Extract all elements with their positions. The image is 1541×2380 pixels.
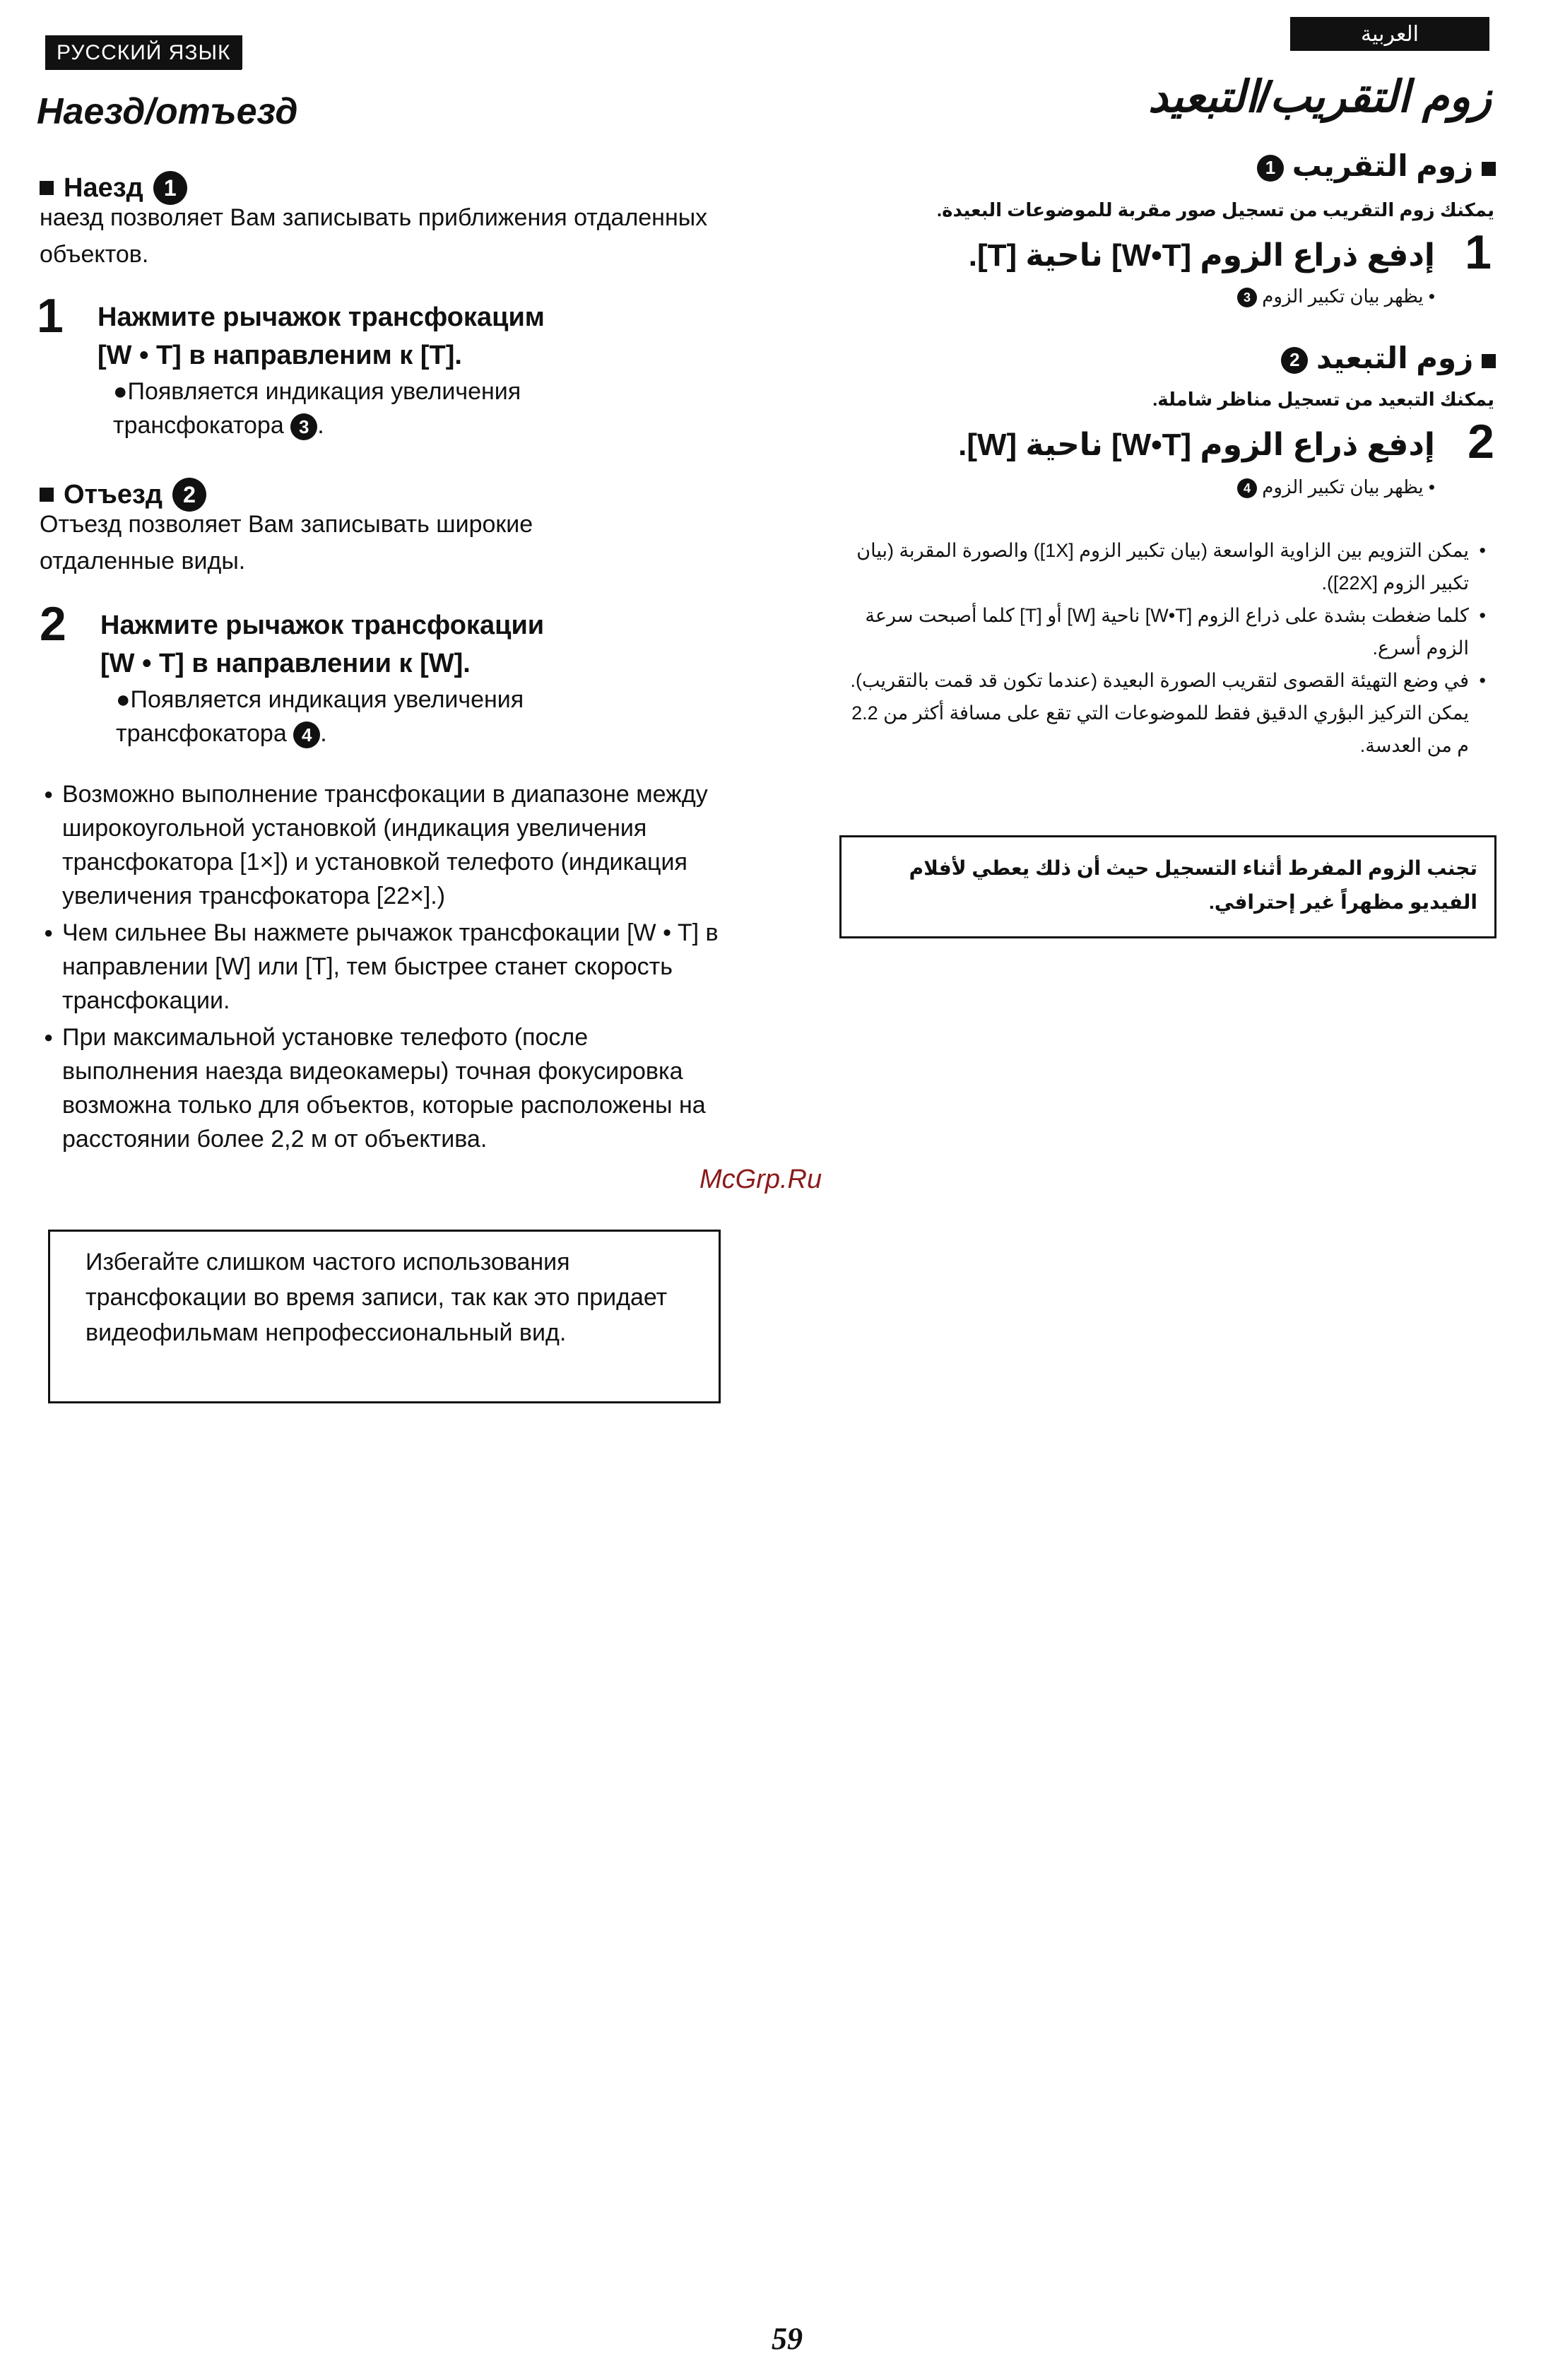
step-1-number: 1: [37, 289, 64, 343]
marker-1-icon: 1: [153, 171, 187, 205]
notes-list: [44, 777, 722, 1159]
zoom-out-description: Отъезд позволяет Вам записывать широкие отдаленные виды.: [40, 511, 533, 575]
ar-zoom-out-heading-text: زوم التبعيد: [1316, 341, 1474, 375]
header-underline: [45, 68, 242, 70]
ar-step-2-note-text: يظهر بيان تكبير الزوم: [1262, 476, 1424, 497]
step-1-note-text: ●Появляется индикация увеличения трансфокатора: [113, 378, 521, 439]
ar-zoom-in-heading-text: زوم التقريب: [1292, 149, 1474, 182]
square-bullet-icon: [40, 181, 54, 195]
step-2-line1: Нажмите рычажок трансфокации: [100, 611, 545, 640]
ar-notes-list: [836, 534, 1486, 762]
step-2-note-text: ●Появляется индикация увеличения трансфокатора: [116, 686, 524, 747]
marker-1-icon: 1: [1257, 155, 1284, 182]
marker-4-icon: 4: [293, 721, 320, 748]
zoom-in-heading-text: Наезд: [64, 172, 143, 203]
page-title-russian: Наезд/отъезд: [37, 91, 298, 132]
marker-2-icon: 2: [1281, 347, 1308, 374]
marker-2-icon: 2: [172, 478, 206, 512]
ar-step-2-number: 2: [1468, 415, 1494, 469]
note-item: ● Возможно выполнение трансфокации в диапазоне между широкоугольной установкой (индикация увеличения трансфокатора [1×]) и установкой телефото (индикация увеличения трансфокатора [22×].): [44, 777, 722, 913]
ar-zoom-in-heading: [931, 148, 1496, 183]
ar-step-2-instruction: إدفع ذراع الزوم [W•T] ناحية [W].: [958, 428, 1435, 462]
page-title-arabic: زوم التقريب/التبعيد: [1148, 73, 1492, 122]
step-1-note: ●Появляется индикация увеличения трансфокатора 3 .: [113, 375, 608, 442]
ar-zoom-out-description: يمكنك التبعيد من تسجيل مناظر شاملة.: [1152, 389, 1494, 410]
ar-note-item: • كلما ضغطت بشدة على ذراع الزوم [W•T] ناحية [W] أو [T] كلما أصبحت سرعة الزوم أسرع.: [836, 599, 1486, 664]
step-2-note: ●Появляется индикация увеличения трансфокатора 4 .: [116, 683, 610, 750]
ar-step-2-note: • يظهر بيان تكبير الزوم 4: [1011, 476, 1435, 498]
watermark: McGrp.Ru: [699, 1165, 822, 1194]
ar-zoom-out-heading: [931, 341, 1496, 375]
step-2-instruction: [100, 606, 680, 683]
page-number: 59: [772, 2321, 803, 2356]
note-item: ● При максимальной установке телефото (после выполнения наезда видеокамеры) точная фокусировка возможна только для объектов, которые расположены на расстоянии более 2,2 м от объектива.: [44, 1020, 722, 1156]
square-bullet-icon: [1482, 162, 1496, 176]
zoom-out-heading-text: Отъезд: [64, 479, 163, 509]
marker-3-icon: 3: [1237, 288, 1257, 307]
language-tab-arabic: العربية: [1290, 17, 1489, 51]
step-1-line2: [W • T] в направленим к [T].: [98, 341, 462, 370]
step-1-instruction: [98, 298, 677, 375]
marker-4-icon: 4: [1237, 478, 1257, 498]
ar-note-item: • في وضع التهيئة القصوى لتقريب الصورة البعيدة (عندما تكون قد قمت بالتقريب). يمكن التركيز البؤري الدقيق فقط للموضوعات التي تقع على مسافة أكثر من 2.2 م من العدسة.: [836, 664, 1486, 762]
language-tab-russian: РУССКИЙ ЯЗЫК: [45, 35, 242, 69]
square-bullet-icon: [40, 488, 54, 502]
step-2-number: 2: [40, 597, 66, 651]
ar-caution-box: [839, 835, 1496, 938]
ar-step-1-note: • يظهر بيان تكبير الزوم 3: [1011, 285, 1435, 307]
ar-step-1-instruction: إدفع ذراع الزوم [W•T] ناحية [T].: [968, 238, 1435, 273]
ar-note-item: • يمكن التزويم بين الزاوية الواسعة (بيان تكبير الزوم [1X]) والصورة المقربة (بيان تكبير الزوم [22X]).: [836, 534, 1486, 599]
step-1-line1: Нажмите рычажок трансфокацим: [98, 302, 545, 332]
zoom-in-description: наезд позволяет Вам записывать приближения отдаленных объектов.: [40, 204, 708, 268]
ar-caution-text: تجنب الزوم المفرط أثناء التسجيل حيث أن ذلك يعطي لأفلام الفيديو مظهراً غير إحترافي.: [909, 857, 1477, 913]
marker-3-icon: 3: [290, 413, 317, 440]
step-2-line2: [W • T] в направлении к [W].: [100, 649, 471, 678]
note-item: ● Чем сильнее Вы нажмете рычажок трансфокации [W • T] в направлении [W] или [T], тем быстрее станет скорость трансфокации.: [44, 916, 722, 1018]
square-bullet-icon: [1482, 354, 1496, 368]
caution-text: Избегайте слишком частого использования трансфокации во время записи, так как это придает видеофильмам непрофессиональный вид.: [85, 1249, 668, 1346]
ar-step-1-number: 1: [1465, 225, 1492, 279]
ar-step-1-note-text: يظهر بيان تكبير الزوم: [1262, 285, 1424, 307]
caution-box: [48, 1230, 721, 1403]
ar-zoom-in-description: يمكنك زوم التقريب من تسجيل صور مقربة للموضوعات البعيدة.: [936, 199, 1494, 220]
